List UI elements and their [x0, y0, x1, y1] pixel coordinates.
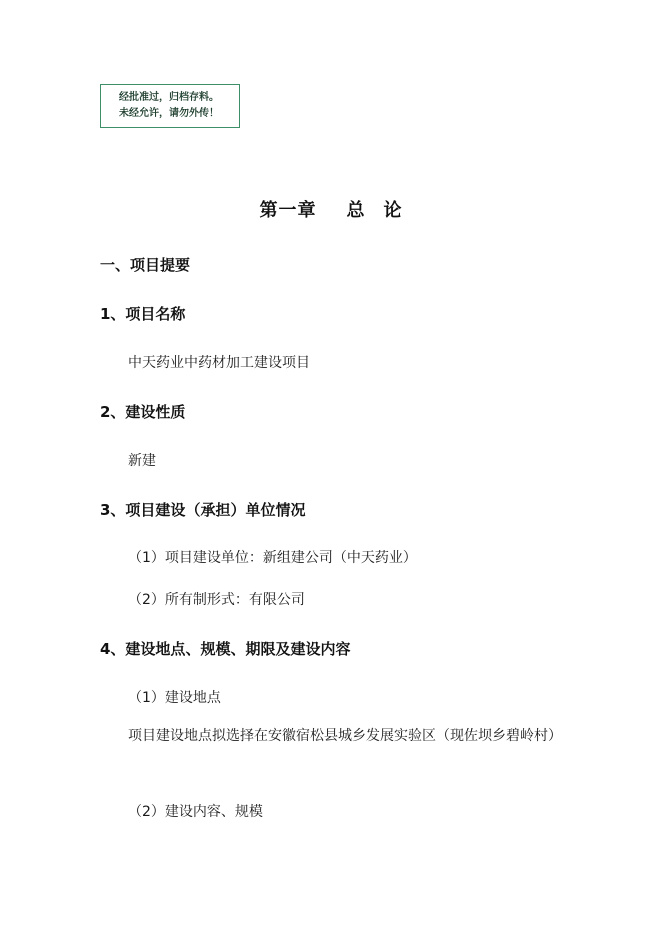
chapter-title-part1: 总 — [346, 200, 366, 221]
content-scale-subheading: （2）建设内容、规模 — [128, 804, 263, 820]
notice-line-1: 经批准过，归档存料。 — [119, 92, 219, 103]
project-name-value: 中天药业中药材加工建设项目 — [128, 355, 310, 371]
construction-nature-value: 新建 — [128, 453, 156, 469]
chapter-number: 第一章 — [259, 200, 317, 221]
construction-unit-line: （1）项目建设单位：新组建公司（中天药业） — [128, 550, 417, 566]
section-heading-project-summary: 一、项目提要 — [100, 256, 191, 274]
item-heading-location-scale: 4、建设地点、规模、期限及建设内容 — [100, 640, 351, 658]
chapter-title-part2: 论 — [383, 200, 403, 221]
ownership-form-line: （2）所有制形式：有限公司 — [128, 592, 305, 608]
item-heading-project-name: 1、项目名称 — [100, 305, 186, 323]
item-heading-construction-nature: 2、建设性质 — [100, 403, 186, 421]
item-heading-construction-unit: 3、项目建设（承担）单位情况 — [100, 501, 306, 519]
notice-stamp — [100, 84, 240, 128]
notice-line-2: 未经允许，请勿外传！ — [119, 108, 219, 119]
location-paragraph: 项目建设地点拟选择在安徽宿松县城乡发展实验区（现佐坝乡碧岭村） — [128, 728, 562, 744]
chapter-title — [0, 196, 662, 222]
location-subheading: （1）建设地点 — [128, 690, 221, 706]
